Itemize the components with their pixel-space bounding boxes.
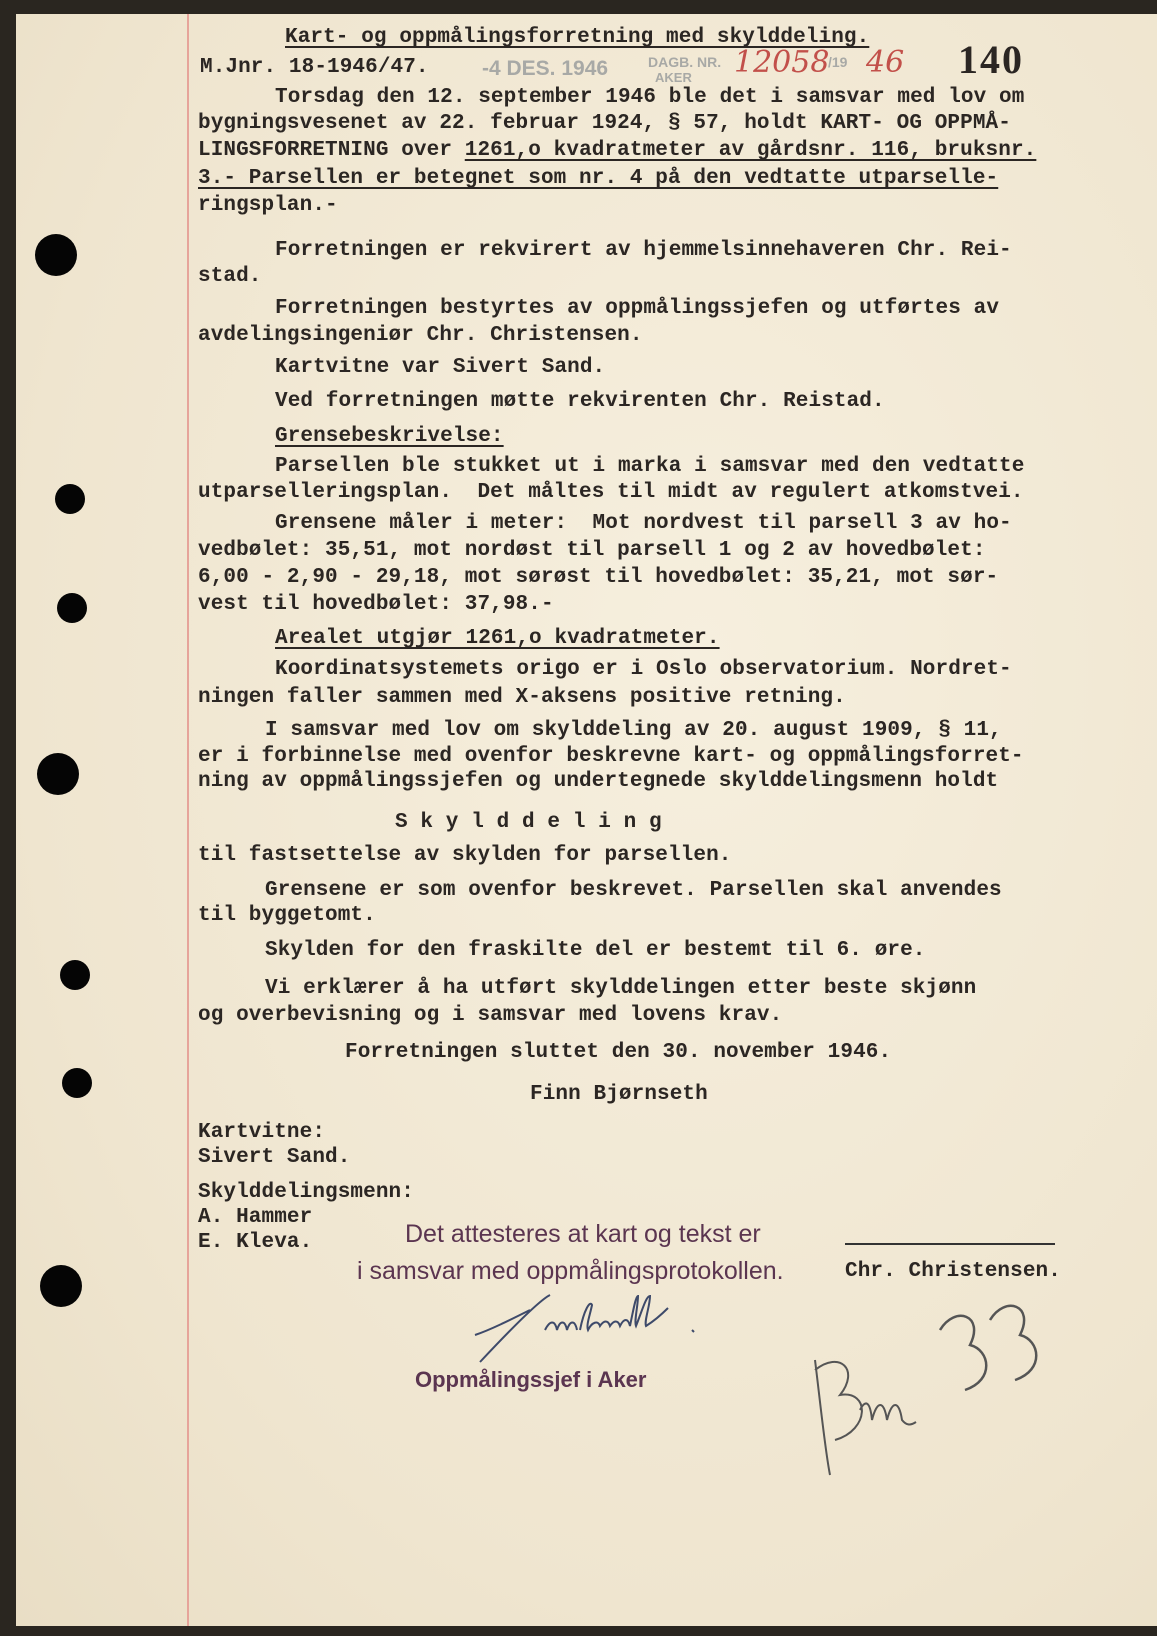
text-line: Skylddelingsmenn:: [198, 1181, 414, 1204]
attestation-stamp-line1: Det attesteres at kart og tekst er: [405, 1220, 761, 1248]
attestation-title: Oppmålingssjef i Aker: [415, 1367, 647, 1392]
text-line: Parsellen ble stukket ut i marka i samsvar med den vedtatte: [275, 455, 1025, 478]
text-line: I samsvar med lov om skylddeling av 20. august 1909, § 11,: [265, 719, 1002, 742]
text-line: Koordinatsystemets origo er i Oslo observatorium. Nordret-: [275, 658, 1012, 681]
underlined-segment: 1261,o kvadratmeter av gårdsnr. 116, bruksnr.: [464, 139, 1037, 162]
punch-hole: [55, 484, 85, 514]
date-stamp: -4 DES. 1946: [482, 57, 609, 80]
text-line: vest til hovedbølet: 37,98.-: [198, 593, 554, 616]
signer-name: Chr. Christensen.: [845, 1260, 1061, 1283]
dagb-number: 12058: [734, 45, 830, 80]
journal-number: M.Jnr. 18-1946/47.: [200, 56, 429, 79]
text-line: avdelingsingeniør Chr. Christensen.: [198, 324, 643, 347]
text-line: Torsdag den 12. september 1946 ble det i samsvar med lov om: [275, 86, 1025, 109]
text-line: Vi erklærer å ha utført skylddelingen etter beste skjønn: [265, 977, 977, 1000]
document-title: Kart- og oppmålingsforretning med skylddeling.: [285, 26, 870, 49]
text-line: utparselleringsplan. Det måltes til midt av regulert atkomstvei.: [198, 481, 1024, 504]
text-line: ningen faller sammen med X-aksens positive retning.: [198, 686, 846, 709]
handwritten-signature: [470, 1290, 710, 1370]
attestation-stamp-line2: i samsvar med oppmålingsprotokollen.: [357, 1257, 784, 1285]
text-line: Kartvitne:: [198, 1121, 326, 1144]
text-line: ringsplan.-: [198, 194, 338, 217]
text-line: Grensene er som ovenfor beskrevet. Parsellen skal anvendes: [265, 879, 1002, 902]
text-line: til fastsettelse av skylden for parsellen.: [198, 844, 732, 867]
text-line: Forretningen sluttet den 30. november 1946.: [345, 1041, 892, 1064]
text-line: Kartvitne var Sivert Sand.: [275, 356, 606, 379]
punch-hole: [60, 960, 90, 990]
text-line: er i forbinnelse med ovenfor beskrevne kart- og oppmålingsforret-: [198, 745, 1024, 768]
text-line: Sivert Sand.: [198, 1146, 351, 1169]
text-segment: LINGSFORRETNING over: [198, 139, 465, 162]
signature-line: [845, 1243, 1055, 1245]
text-line: Grensene måler i meter: Mot nordvest til parsell 3 av ho-: [275, 512, 1012, 535]
punch-hole: [35, 234, 77, 276]
handwritten-note: [800, 1300, 1050, 1480]
section-heading: Grensebeskrivelse:: [275, 425, 504, 448]
text-line: 3.- Parsellen er betegnet som nr. 4 på den vedtatte utparselle-: [198, 167, 999, 190]
text-line: Forretningen er rekvirert av hjemmelsinnehaveren Chr. Rei-: [275, 239, 1012, 262]
text-line: Skylden for den fraskilte del er bestemt til 6. øre.: [265, 939, 926, 962]
text-line: E. Kleva.: [198, 1231, 313, 1254]
text-line: 6,00 - 2,90 - 29,18, mot sørøst til hovedbølet: 35,21, mot sør-: [198, 566, 999, 589]
stamp-place: AKER: [655, 70, 692, 85]
margin-line: [187, 14, 189, 1626]
text-line: Forretningen bestyrtes av oppmålingssjefen og utførtes av: [275, 297, 1000, 320]
text-line: stad.: [198, 265, 262, 288]
punch-hole: [37, 753, 79, 795]
dagb-label: DAGB. NR.: [648, 54, 722, 70]
signer-name: Finn Bjørnseth: [530, 1083, 708, 1106]
punch-hole: [57, 593, 87, 623]
year-suffix: 46: [866, 45, 905, 80]
text-line: til byggetomt.: [198, 904, 376, 927]
text-line: [198, 139, 1036, 163]
text-line: og overbevisning og i samsvar med lovens krav.: [198, 1004, 783, 1027]
punch-hole: [62, 1068, 92, 1098]
text-line: A. Hammer: [198, 1206, 313, 1229]
text-line: Ved forretningen møtte rekvirenten Chr. Reistad.: [275, 390, 885, 413]
area-statement: Arealet utgjør 1261,o kvadratmeter.: [275, 627, 720, 650]
year-prefix: /19: [828, 54, 848, 70]
text-line: ning av oppmålingssjefen og undertegnede skylddelingsmenn holdt: [198, 770, 999, 793]
section-heading: S k y l d d e l i n g: [395, 811, 662, 834]
text-line: bygningsvesenet av 22. februar 1924, § 57, holdt KART- OG OPPMÅ-: [198, 112, 1011, 135]
page-number: 140: [958, 37, 1024, 82]
text-line: vedbølet: 35,51, mot nordøst til parsell 1 og 2 av hovedbølet:: [198, 539, 986, 562]
punch-hole: [40, 1265, 82, 1307]
